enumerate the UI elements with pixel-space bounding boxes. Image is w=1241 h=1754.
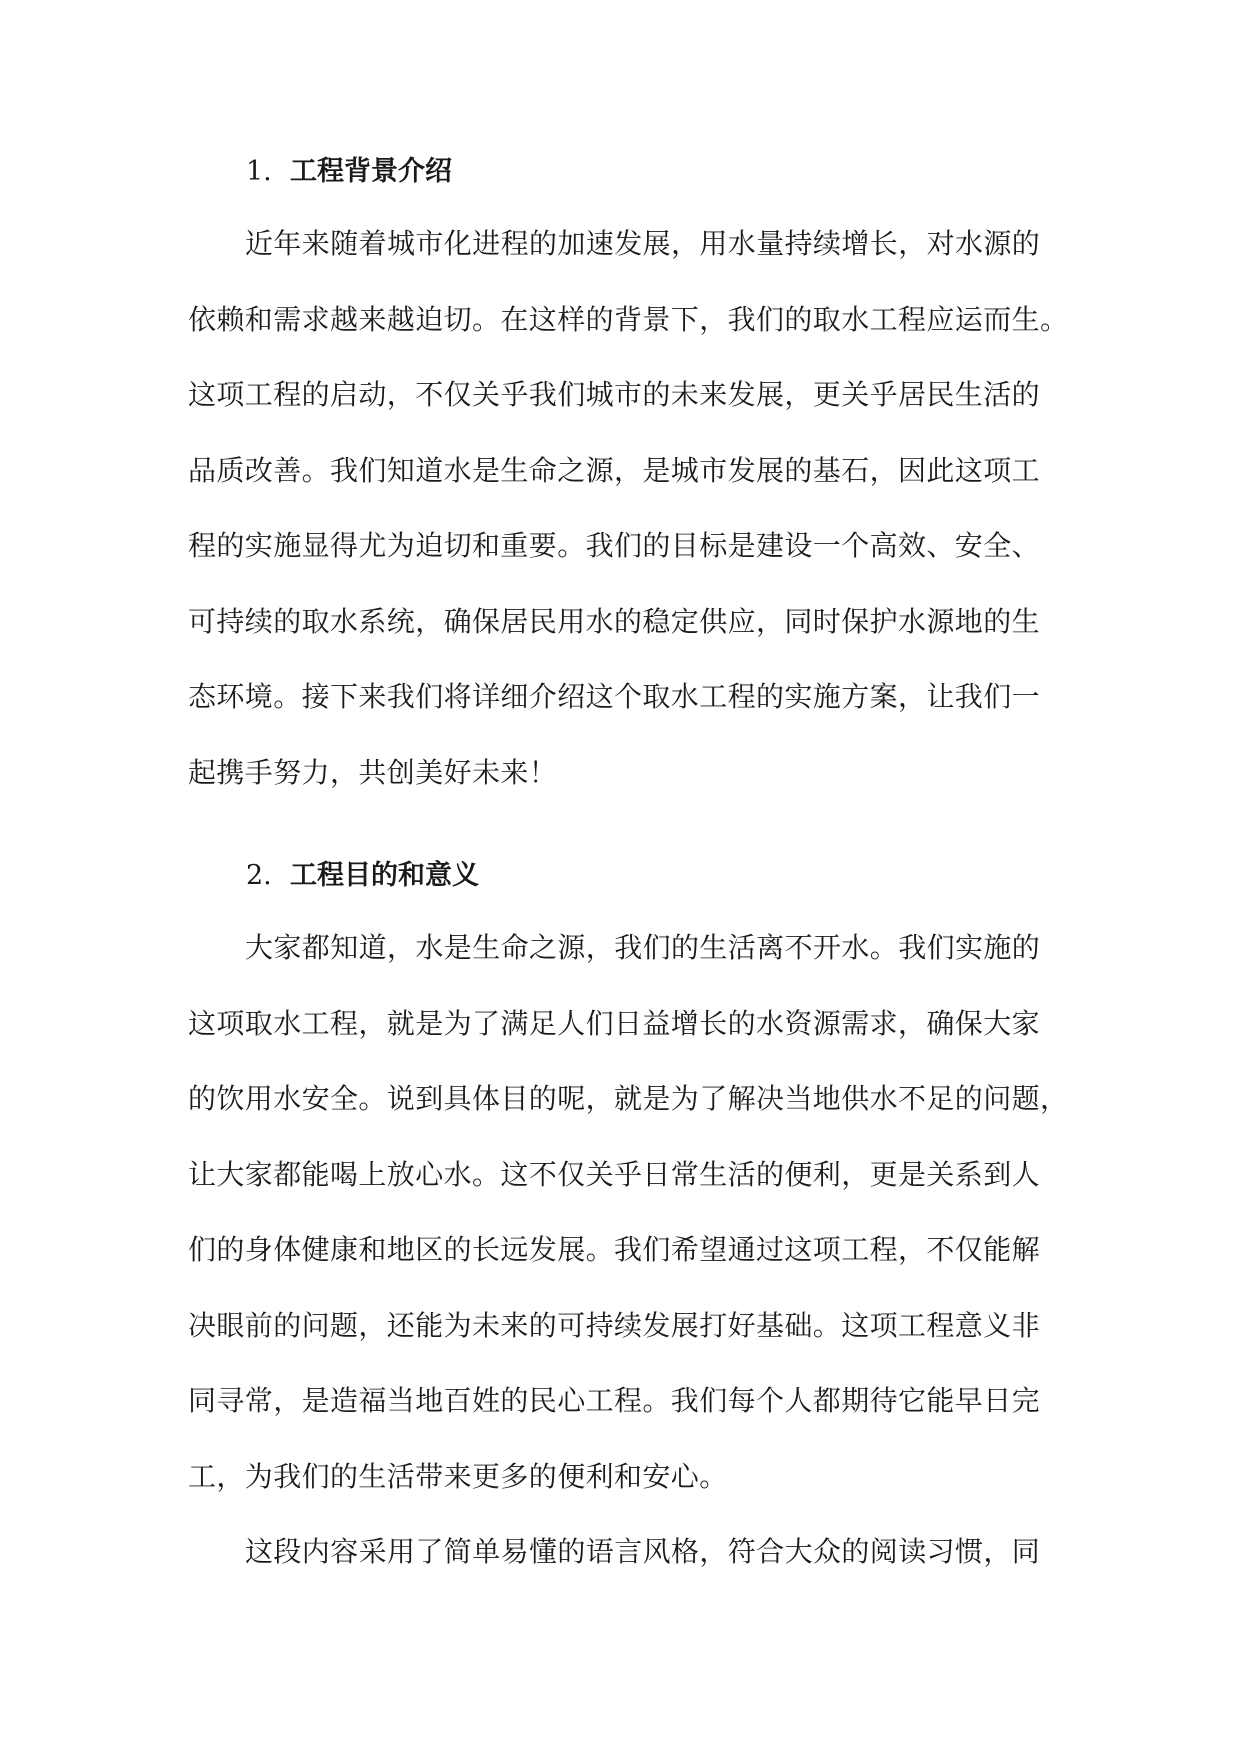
text-line: 态环境。接下来我们将详细介绍这个取水工程的实施方案，让我们一 <box>188 680 1041 713</box>
text-line: 品质改善。我们知道水是生命之源，是城市发展的基石，因此这项工 <box>188 453 1041 487</box>
text-line: 程的实施显得尤为迫切和重要。我们的目标是建设一个高效、安全、 <box>188 529 1041 562</box>
text-line: 同寻常，是造福当地百姓的民心工程。我们每个人都期待它能早日完 <box>188 1384 1041 1417</box>
section-number: 1. <box>246 156 272 187</box>
text-line: 的饮用水安全。说到具体目的呢，就是为了解决当地供水不足的问题， <box>188 1082 1069 1115</box>
text-line: 大家都知道，水是生命之源，我们的生活离不开水。我们实施的 <box>245 931 1041 964</box>
paragraph-purpose <box>188 910 1069 1514</box>
text-line: 近年来随着城市化进程的加速发展，用水量持续增长，对水源的 <box>245 227 1041 260</box>
section-number: 2. <box>246 860 272 891</box>
text-line: 起携手努力，共创美好未来！ <box>188 755 558 789</box>
paragraph-background <box>188 206 1069 810</box>
text-line: 这段内容采用了简单易懂的语言风格，符合大众的阅读习惯，同 <box>245 1535 1041 1568</box>
section-title: 工程背景介绍 <box>290 156 452 187</box>
text-line: 这项取水工程，就是为了满足人们日益增长的水资源需求，确保大家 <box>188 1006 1041 1040</box>
paragraph-note <box>188 1514 1061 1590</box>
section-heading-1 <box>188 140 1061 204</box>
text-line: 让大家都能喝上放心水。这不仅关乎日常生活的便利，更是关系到人 <box>188 1157 1041 1191</box>
section-heading-2 <box>188 844 1061 908</box>
section-title: 工程目的和意义 <box>290 860 479 891</box>
text-line: 决眼前的问题，还能为未来的可持续发展打好基础。这项工程意义非 <box>188 1308 1041 1342</box>
text-line: 们的身体健康和地区的长远发展。我们希望通过这项工程，不仅能解 <box>188 1233 1041 1266</box>
text-line: 这项工程的启动，不仅关乎我们城市的未来发展，更关乎居民生活的 <box>188 378 1041 411</box>
text-line: 依赖和需求越来越迫切。在这样的背景下，我们的取水工程应运而生。 <box>188 302 1069 336</box>
text-line: 工，为我们的生活带来更多的便利和安心。 <box>188 1459 728 1493</box>
text-line: 可持续的取水系统，确保居民用水的稳定供应，同时保护水源地的生 <box>188 604 1041 638</box>
